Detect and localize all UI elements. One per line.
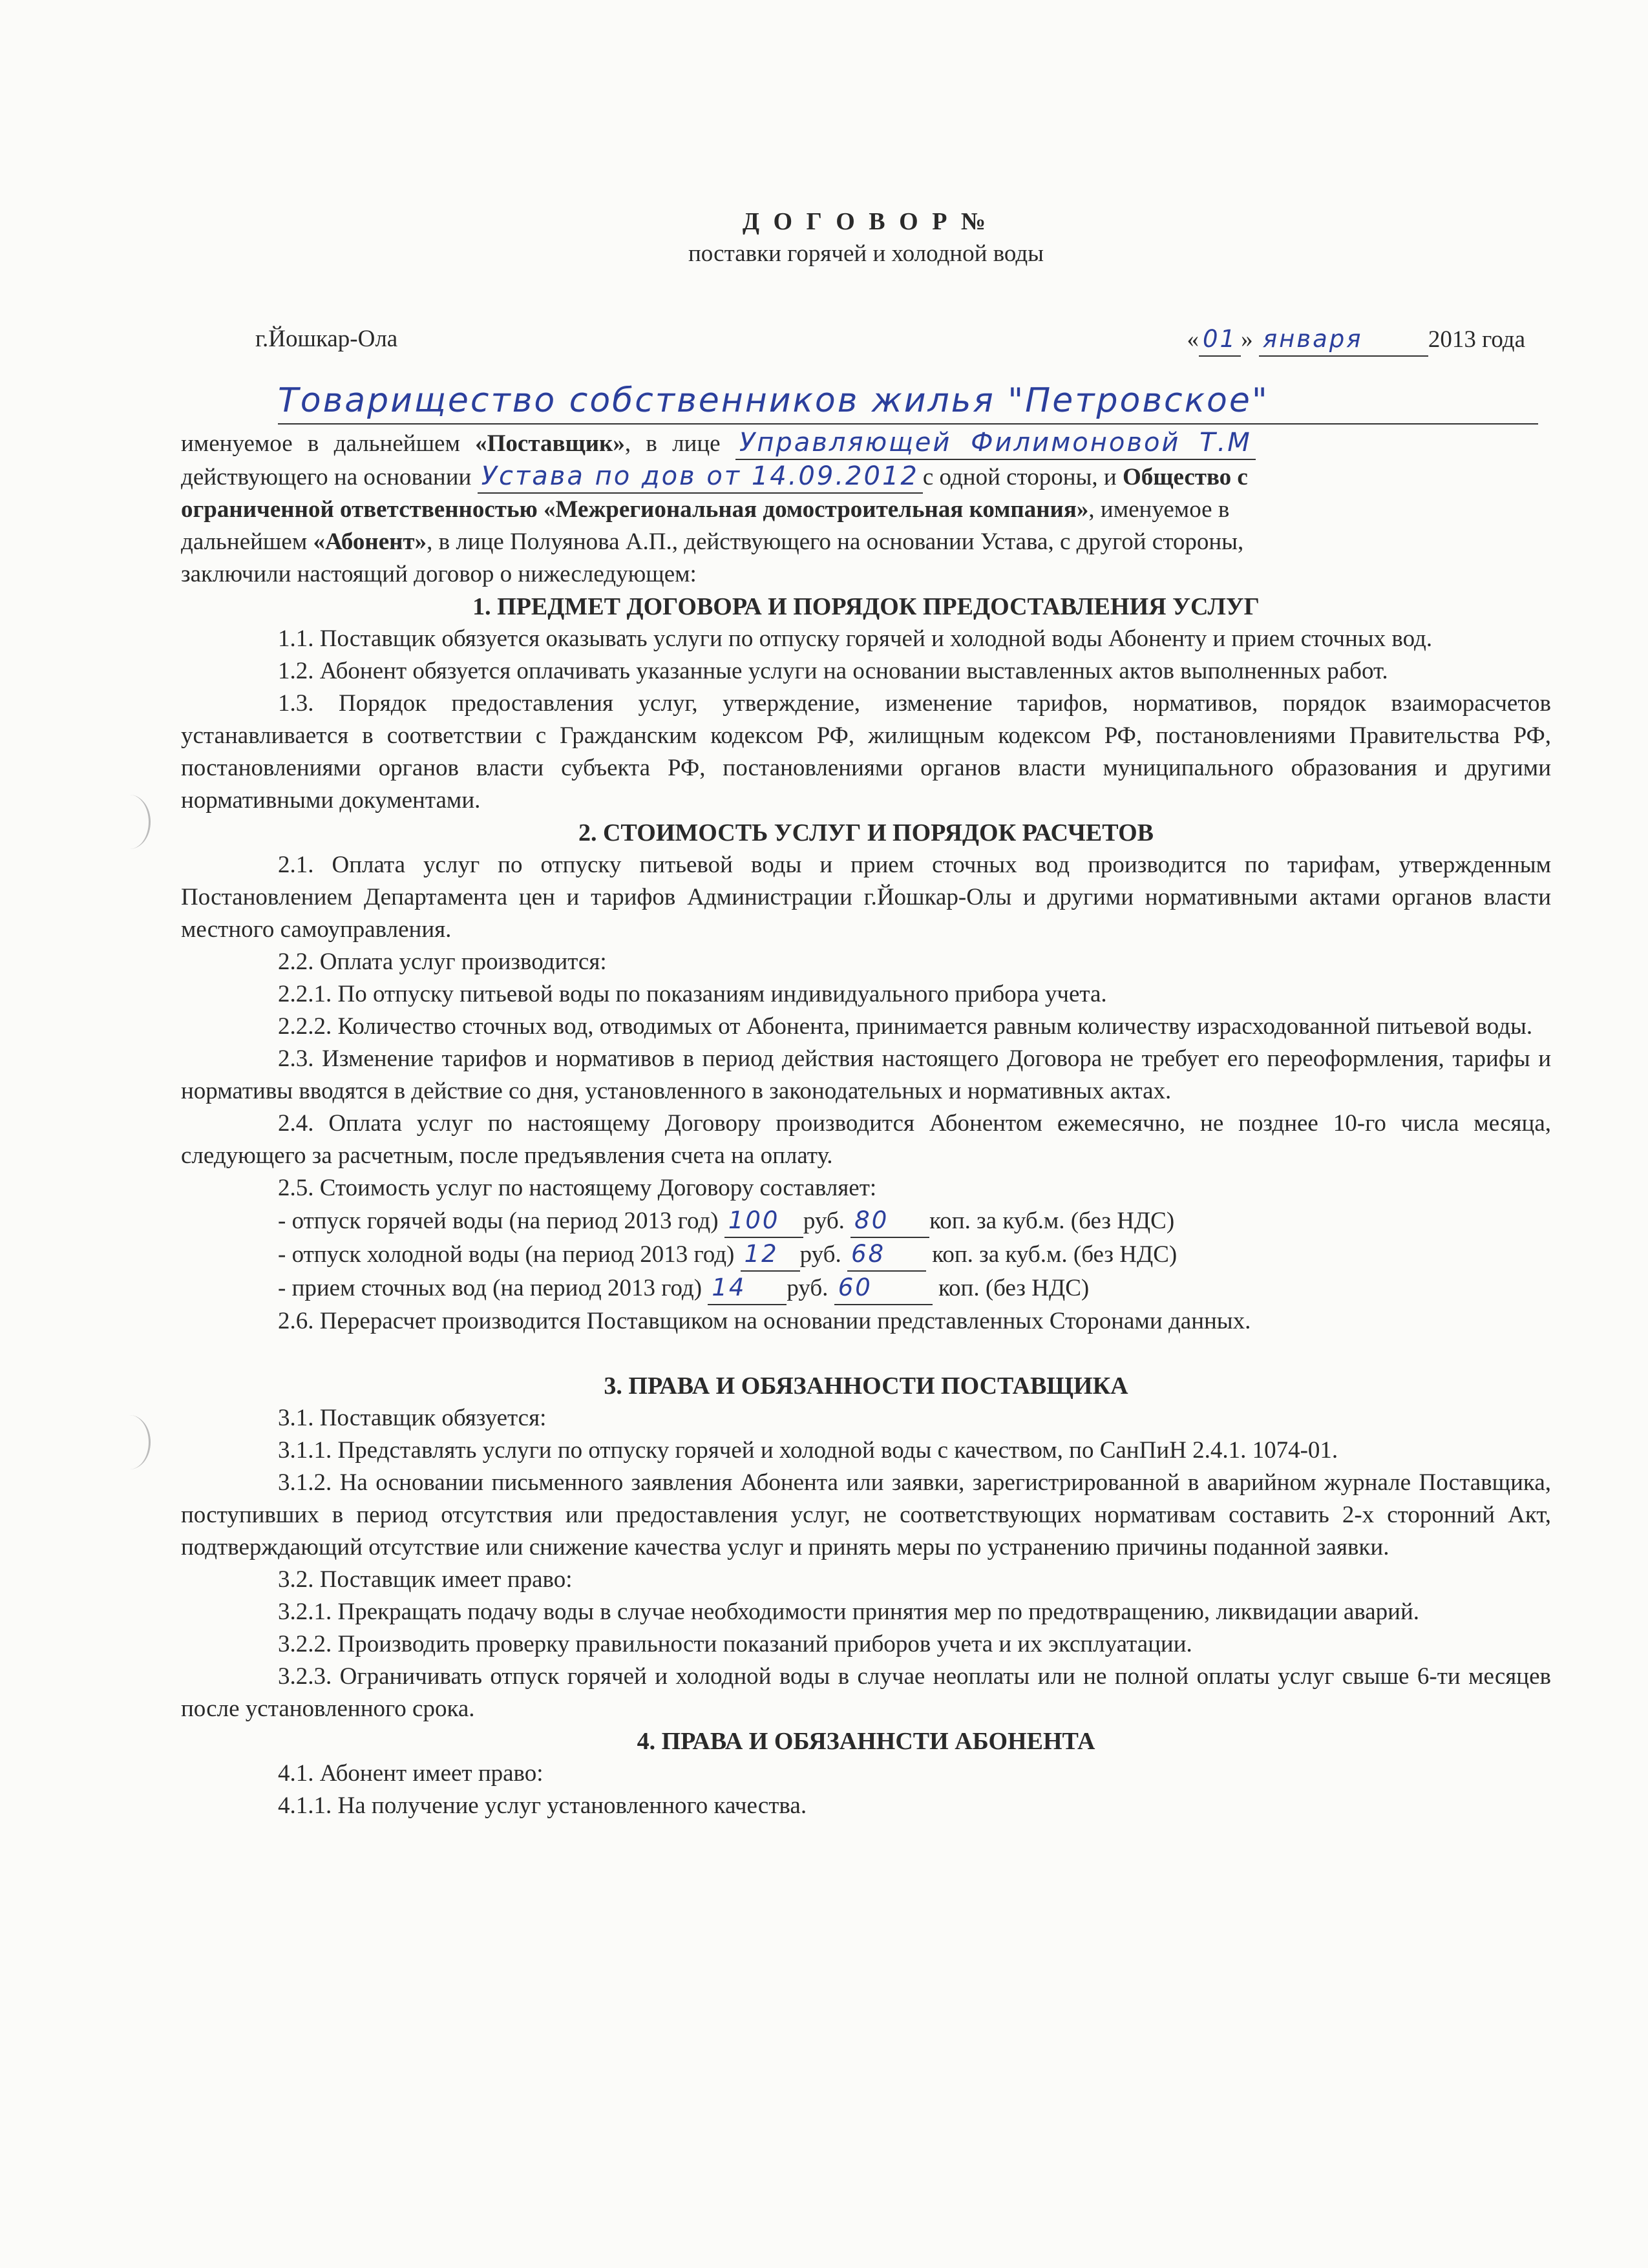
clause-2-2: 2.2. Оплата услуг производится: [278, 949, 607, 975]
date-quote-close: » [1241, 326, 1253, 353]
clause-2-2-2: 2.2.2. Количество сточных вод, отводимых от Абонента, принимается равным количеству израсходованной питьевой воды. [278, 1013, 1533, 1040]
clause-3-2: 3.2. Поставщик имеет право: [278, 1566, 573, 1593]
clause-1-1: 1.1. Поставщик обязуется оказывать услуги по отпуску горячей и холодной воды Абоненту и прием сточных вод. [278, 625, 1433, 652]
tariff-hot-water [181, 1204, 1551, 1238]
parties-line-4 [181, 526, 1551, 558]
city: г.Йошкар-Ола [255, 326, 398, 352]
clause-2-2-1: 2.2.1. По отпуску питьевой воды по показаниям индивидуального прибора учета. [278, 981, 1107, 1007]
clause-2-4: 2.4. Оплата услуг по настоящему Договору производится Абонентом ежемесячно, не позднее 10-го числа месяца, следующего за расчетным, после предъявления счета на оплату. [181, 1110, 1551, 1169]
parties-line-5: заключили настоящий договор о нижеследующем: [181, 561, 697, 587]
parties-line-1 [181, 426, 1551, 460]
contract-date [1187, 323, 1525, 357]
clause-4-1: 4.1. Абонент имеет право: [278, 1760, 544, 1787]
text: , в лице Полуянова А.П., действующего на основании Устава, с другой стороны, [427, 529, 1244, 555]
title-block [181, 205, 1551, 270]
contract-body [181, 426, 1551, 1822]
rub-word: руб. [799, 1241, 841, 1268]
spacer [181, 1338, 1551, 1370]
clause-3-2-1: 3.2.1. Прекращать подачу воды в случае необходимости принятия мер по предотвращению, ликвидации аварий. [278, 1599, 1419, 1625]
clause-3-2-2: 3.2.2. Производить проверку правильности показаний приборов учета и их эксплуатации. [278, 1631, 1192, 1657]
clause-2-6: 2.6. Перерасчет производится Поставщиком на основании представленных Сторонами данных. [278, 1308, 1251, 1334]
text: действующего на основании [181, 464, 472, 490]
date-day: 01 [1199, 323, 1241, 357]
tariff-unit: коп. (без НДС) [938, 1275, 1090, 1301]
clause-1-2: 1.2. Абонент обязуется оплачивать указанные услуги на основании выставленных актов выполненных работ. [278, 658, 1388, 684]
tariff-label: - отпуск холодной воды (на период 2013 год) [278, 1241, 735, 1268]
rub-word: руб. [787, 1275, 829, 1301]
clause-1-3: 1.3. Порядок предоставления услуг, утверждение, изменение тарифов, нормативов, порядок взаиморасчетов устанавливается в соответствии с Гражданским кодексом РФ, жилищным кодексом РФ, постановлениями Правительства РФ, постановлениями органов власти субъекта РФ, постановлениями органов власти муниципального образования и другими нормативными документами. [181, 690, 1551, 814]
clause-2-3: 2.3. Изменение тарифов и нормативов в период действия настоящего Договора не требует его переоформления, тарифы и нормативы вводятся в действие со дня, установленного в законодательных и нормативных актах. [181, 1045, 1551, 1104]
section-1-title: 1. ПРЕДМЕТ ДОГОВОРА И ПОРЯДОК ПРЕДОСТАВЛЕНИЯ УСЛУГ [472, 593, 1260, 620]
parties-line-3 [181, 494, 1551, 526]
document-title: Д О Г О В О Р № [742, 208, 990, 235]
clause-2-5: 2.5. Стоимость услуг по настоящему Договору составляет: [278, 1175, 877, 1201]
clause-3-1-2: 3.1.2. На основании письменного заявления Абонента или заявки, зарегистрированной в аварийном журнале Поставщика, поступивших в период отсутствия или предоставления услуг, не соответствующих нормативам составить 2-х сторонний Акт, подтверждающий отсутствие или снижение качества услуг и принять меры по устранению причины поданной заявки. [181, 1469, 1551, 1560]
clause-3-1-1: 3.1.1. Представлять услуги по отпуску горячей и холодной воды с качеством, по СанПиН 2.4.1. 1074-01. [278, 1437, 1338, 1464]
rub-word: руб. [803, 1208, 845, 1234]
sewage-kop: 60 [834, 1272, 933, 1305]
contract-page [181, 0, 1551, 2268]
document-subtitle: поставки горячей и холодной воды [688, 240, 1044, 267]
supplier-label: «Поставщик» [475, 430, 625, 457]
section-4-title: 4. ПРАВА И ОБЯЗАННСТИ АБОНЕНТА [637, 1728, 1095, 1755]
tariff-unit: коп. за куб.м. (без НДС) [929, 1208, 1175, 1234]
parties-line-2 [181, 460, 1551, 494]
cold-water-kop: 68 [847, 1238, 926, 1272]
binder-hole-bottom [109, 1415, 151, 1469]
tariff-unit: коп. за куб.м. (без НДС) [932, 1241, 1178, 1268]
tariff-label: - отпуск горячей воды (на период 2013 год) [278, 1208, 719, 1234]
subscriber-label: «Абонент» [313, 529, 427, 555]
sewage-rub: 14 [708, 1272, 787, 1305]
supplier-name: Товарищество собственников жилья "Петровское" [278, 378, 1538, 425]
text: Общество с [1122, 464, 1248, 490]
text: дальнейшем [181, 529, 308, 555]
place-date-line [181, 323, 1551, 362]
clause-2-1: 2.1. Оплата услуг по отпуску питьевой воды и прием сточных вод производится по тарифам, утвержденным Постановлением Департамента цен и тарифов Администрации г.Йошкар-Олы и другими нормативными актами органов власти местного самоуправления. [181, 852, 1551, 943]
text: , в лице [624, 430, 721, 457]
text: именуемое в дальнейшем [181, 430, 460, 457]
text: , именуемое в [1088, 496, 1230, 523]
tariff-label: - прием сточных вод (на период 2013 год) [278, 1275, 703, 1301]
clause-3-1: 3.1. Поставщик обязуется: [278, 1405, 547, 1431]
supplier-basis: Устава по дов от 14.09.2012 [478, 460, 923, 494]
section-3-title: 3. ПРАВА И ОБЯЗАННОСТИ ПОСТАВЩИКА [604, 1372, 1128, 1400]
subscriber-company: ограниченной ответственностью «Межрегиональная домостроительная компания» [181, 496, 1089, 523]
section-2-title: 2. СТОИМОСТЬ УСЛУГ И ПОРЯДОК РАСЧЕТОВ [578, 819, 1154, 846]
hot-water-kop: 80 [850, 1204, 929, 1238]
cold-water-rub: 12 [741, 1238, 800, 1272]
supplier-representative: Управляющей Филимоновой Т.М [735, 426, 1256, 460]
text: с одной стороны, и [922, 464, 1117, 490]
date-quote-open: « [1187, 326, 1199, 353]
clause-4-1-1: 4.1.1. На получение услуг установленного качества. [278, 1792, 807, 1819]
date-year: 2013 года [1428, 326, 1525, 353]
tariff-cold-water [181, 1238, 1551, 1272]
clause-3-2-3: 3.2.3. Ограничивать отпуск горячей и холодной воды в случае неоплаты или не полной оплаты услуг свыше 6-ти месяцев после установленного срока. [181, 1663, 1551, 1722]
tariff-sewage [181, 1272, 1551, 1305]
hot-water-rub: 100 [724, 1204, 803, 1238]
binder-hole-top [109, 795, 151, 849]
date-month: января [1259, 323, 1428, 357]
